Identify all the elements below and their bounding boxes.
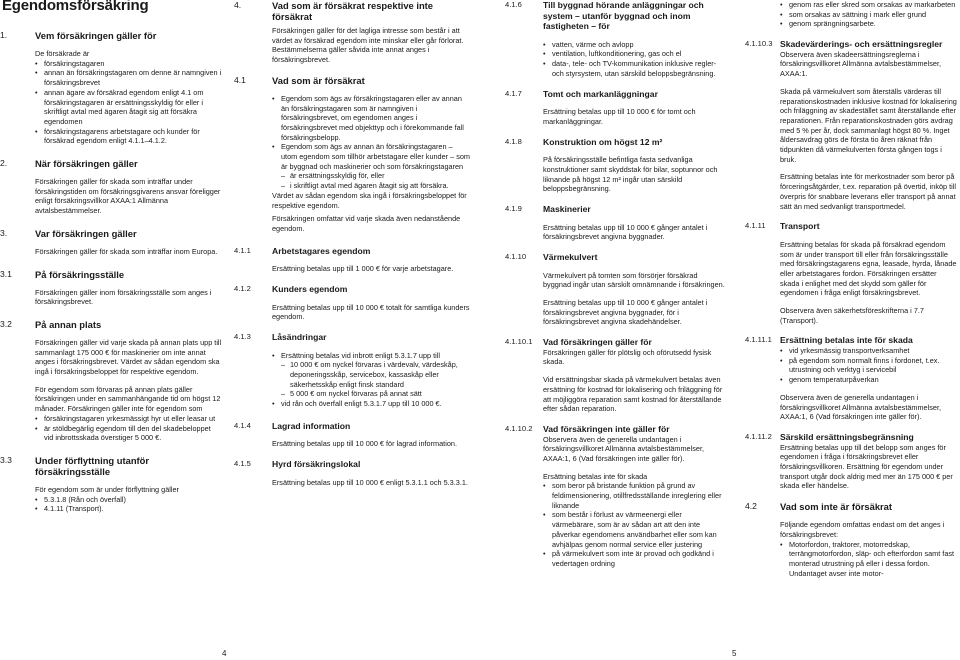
bullet-list — [35, 414, 222, 443]
bullet-list — [35, 495, 222, 514]
section-number: 4.1.10 — [505, 252, 527, 261]
section-4-1-9 — [505, 204, 727, 242]
section-heading: Arbetstagares egendom — [272, 245, 371, 256]
paragraph: De försäkrade är — [35, 49, 90, 58]
section-heading: På försäkringsställe — [35, 268, 125, 280]
column-4 — [745, 0, 957, 578]
section-number: 4.1.8 — [505, 136, 522, 146]
section-number: 1. — [0, 30, 8, 40]
list-item: • Motorfordon, traktorer, motorredskap, terrängmotorfordon, släp- och efterfordon samt fast monterad utrustning på eller i dessa fordon. Undantaget avser inte motor- — [780, 540, 957, 579]
paragraph: Försäkringen gäller för plötslig och oförutsedd fysisk skada. — [543, 347, 712, 367]
list-item: • genom ras eller skred som orsakas av markarbeten — [780, 0, 957, 10]
section-number: 3. — [0, 227, 8, 238]
section-4-1-2 — [234, 284, 470, 322]
section-3-1 — [0, 269, 222, 307]
list-item: • data-, tele- och TV-kommunikation inklusive regler- och styrsystem, utan särskild beloppsbegränsning. — [543, 59, 727, 78]
list-item: • vatten, värme och avlopp — [543, 40, 727, 50]
section-number: 4. — [234, 0, 242, 10]
section-number: 4.1.6 — [505, 0, 522, 9]
section-4 — [234, 0, 470, 65]
paragraph: Ersättning betalas upp till 10 000 € gånger antalet i försäkringsbrevet angivna byggnader. — [543, 222, 708, 242]
paragraph: Försäkringen gäller för skada som inträffar under försäkringstiden om försäkringsgivarens ansvar föreligger enligt försäkringsvillkor AXAA:1 Allmänna avtalsbestämmelser. — [35, 177, 221, 216]
list-item: • är stöldbegärlig egendom till den del skadebeloppet vid inbrottsskada överstiger 5 000 €. — [35, 424, 222, 443]
column-1 — [0, 0, 222, 514]
section-4-1-1 — [234, 246, 470, 274]
section-heading: Maskinerier — [543, 204, 591, 214]
section-heading: På annan plats — [35, 318, 102, 330]
section-4-1-4 — [234, 421, 470, 449]
paragraph: Ersättning betalas inte för merkostnader som beror på förceringsåtgärder, t.ex. reparation på övertid, inköp till överpris för snabbare leverans eller transport på annat sätt än med sedvanligt transportmedel. — [780, 172, 957, 211]
section-number: 4.1.4 — [234, 420, 251, 430]
paragraph: Observera även de generella undantagen i försäkringsvillkoret Allmänna avtalsbestämmelser, AXAA:1, 6 (Vad försäkringen inte gäller för). — [543, 434, 705, 463]
section-number: 4.2 — [745, 501, 757, 512]
section-number: 4.1.10.1 — [505, 337, 533, 347]
paragraph: Försäkringen gäller för det lagliga intresse som består i att värdet av försäkrad egendom inte minskar eller går förlorat. — [272, 26, 464, 45]
list-item: • 4.1.11 (Transport). — [35, 504, 222, 514]
bullet-list — [272, 399, 470, 409]
section-heading: Vad som är försäkrat — [272, 74, 365, 86]
bullet-list — [543, 481, 727, 568]
paragraph: Ersättning betalas för skada på försäkrad egendom som är under transport till eller från försäkringsställe med försäkringstagarens egna, leasade, hyrda, lånade eller arbetstagares fordon. Försäkringen ersätter skada i enlighet med det skydd som gäller för egendomen i fråga enligt försäkringsbrevet. — [780, 239, 957, 298]
paragraph: Ersättning betalas inte för skada — [543, 471, 648, 481]
paragraph: På försäkringsställe befintliga fasta sedvanliga konstruktioner samt skyddstak för bilar, soptunnor och liknande på högst 12 m² ingår utan särskild beloppsbegränsning. — [543, 155, 718, 194]
section-heading: Tomt och markanläggningar — [543, 88, 658, 99]
list-item: • på egendom som normalt finns i fordonet, t.ex. utrustning och verktyg i servicebil — [780, 356, 957, 375]
section-4-1-11-1 — [745, 335, 957, 422]
section-number: 4.1.10.2 — [505, 423, 533, 433]
section-1 — [0, 30, 222, 146]
paragraph: Ersättning betalas upp till 10 000 € totalt för samtliga kunders egendom. — [272, 302, 470, 322]
paragraph: Försäkringen omfattar vid varje skada även nedanstående egendom. — [272, 214, 461, 233]
list-item: • som orsakas av sättning i mark eller grund — [780, 10, 957, 20]
section-number: 3.3 — [0, 454, 12, 465]
bullet-list — [272, 351, 470, 361]
paragraph: Bestämmelserna gäller såvida inte annat anges i försäkringsbrevet. — [272, 45, 430, 65]
paragraph: Ersättning betalas upp till 10 000 € för lagrad information. — [272, 439, 457, 449]
bullet-list — [780, 540, 957, 579]
section-heading: Vad som är försäkrat respektive inte försäkrat — [272, 0, 434, 22]
dash-list — [281, 360, 470, 399]
list-item: • genom temperaturpåverkan — [780, 375, 957, 385]
list-item: – i skriftligt avtal med ägaren åtagit sig att försäkra. — [281, 181, 470, 191]
list-item: • som beror på bristande funktion på grund av feldimensionering, otillfredsställande inreglering eller liknande — [543, 481, 727, 510]
paragraph: Försäkringen gäller inom försäkringsställe som anges i försäkringsbrevet. — [35, 287, 212, 307]
paragraph: Vid ersättningsbar skada på värmekulvert betalas även ersättning för kostnad för lokalisering och friläggning för att möjliggöra reparation samt kostnad för återställande efter sådan reparation. — [543, 375, 723, 414]
section-number: 4.1.2 — [234, 283, 251, 293]
page-title: Egendomsförsäkring — [2, 0, 149, 14]
section-4-1-10-2 — [505, 424, 727, 569]
paragraph: Ersättning betalas upp till 1 000 € för varje arbetstagare. — [272, 264, 454, 274]
paragraph: Ersättning betalas upp till 10 000 € enligt 5.3.1.1 och 5.3.3.1. — [272, 477, 468, 487]
section-heading: Under förflyttning utanför försäkringsställe — [35, 454, 150, 477]
section-heading: Kunders egendom — [272, 283, 348, 294]
paragraph: Försäkringen gäller vid varje skada på annan plats upp till sammanlagt 175 000 € för maskinerier om inte annat anges i försäkringsbrevet. Värdet av sådan egendom ska ingå i försäkringsbeloppet för respektive egendom. — [35, 337, 222, 377]
section-number: 4.1.5 — [234, 459, 251, 469]
section-4-1-5 — [234, 459, 470, 487]
section-heading: Lagrad information — [272, 420, 351, 431]
list-item: • försäkringstagaren — [35, 59, 222, 69]
page-number-left: 4 — [222, 649, 227, 658]
section-heading: Särskild ersättningsbegränsning — [780, 431, 914, 442]
list-item: • annan än försäkringstagaren om denne är namngiven i försäkringsbrevet — [35, 68, 222, 87]
bullet-list — [543, 40, 727, 79]
section-4-1-7 — [505, 89, 727, 127]
section-heading: Vad som inte är försäkrat — [780, 501, 893, 513]
paragraph: För egendom som är under förflyttning gäller — [35, 484, 179, 494]
section-4-1-3 — [234, 332, 470, 409]
paragraph: Observera även säkerhetsföreskrifterna i 7.7 (Transport). — [780, 306, 924, 325]
section-heading: När försäkringen gäller — [35, 158, 138, 170]
section-4-1-11-2 — [745, 432, 957, 491]
bullet-list — [780, 0, 957, 29]
section-heading: Ersättning betalas inte för skada — [780, 335, 913, 346]
section-number: 4.1 — [234, 74, 246, 85]
list-item: • genom sprängningsarbete. — [780, 19, 957, 29]
list-item: – 5 000 € om nyckel förvaras på annat sätt — [281, 389, 470, 399]
section-number: 4.1.11.2 — [745, 431, 772, 441]
section-4-2 — [745, 501, 957, 578]
paragraph: Följande egendom omfattas endast om det anges i försäkringsbrevet: — [780, 520, 945, 539]
section-3-2 — [0, 319, 222, 443]
section-4-1-8 — [505, 137, 727, 194]
section-4-1-10 — [505, 252, 727, 327]
column-2 — [234, 0, 471, 487]
list-item: • Egendom som ägs av försäkringstagaren eller av annan än försäkringstagaren som är namngiven i försäkringsbrevet, om egendomen anges i försäkringsbrevet med objekttyp och i förekommande fall försäkringsbelopp. — [272, 94, 470, 143]
paragraph: Ersättning betalas upp till 10 000 € gånger antalet i försäkringsbrevet angivna byggnader, för i försäkringsbrevet angivna skadehändelser. — [543, 298, 708, 327]
section-heading: Konstruktion om högst 12 m² — [543, 136, 663, 147]
section-2 — [0, 158, 222, 216]
section-4-1-11 — [745, 221, 957, 325]
section-heading: Vad försäkringen inte gäller för — [543, 423, 670, 434]
section-number: 4.1.3 — [234, 331, 251, 341]
section-continued — [745, 0, 957, 29]
paragraph: Värdet av sådan egendom ska ingå i försäkringsbeloppet för respektive egendom. — [272, 190, 467, 210]
bullet-list — [272, 94, 470, 172]
paragraph: Ersättning betalas upp till 10 000 € för tomt och markanläggningar. — [543, 107, 696, 126]
list-item: • vid yrkesmässig transportverksamhet — [780, 346, 957, 356]
section-4-1-10-1 — [505, 337, 727, 414]
paragraph: Skada på värmekulvert som återställs värderas till reparationskostnaden inklusive kostnad för lokalisering och friläggning av skadestället samt återställande efter reparationen. Från reparationskostnaden görs avdrag med 5 % per år, dock sammanlagt högst 80 %. Inget åldersavdrag görs de första tio åren räknat från tidpunkten då värmekulverten första gången togs i bruk. — [780, 86, 957, 164]
bullet-list — [35, 59, 222, 146]
section-number: 4.1.9 — [505, 204, 522, 213]
section-4-1-6 — [505, 0, 727, 79]
section-number: 4.1.11.1 — [745, 335, 772, 345]
section-heading: Låsändringar — [272, 331, 327, 342]
list-item: • ventilation, luftkonditionering, gas och el — [543, 49, 727, 59]
section-number: 4.1.11 — [745, 221, 766, 231]
list-item: – 10 000 € om nyckel förvaras i värdevalv, värdeskåp, deponeringsskåp, servicebox, kassaskåp eller säkerhetsskåp enligt finsk standard — [281, 360, 470, 389]
list-item: • annan ägare av försäkrad egendom enligt 4.1 om försäkringstagaren är ersättningsskyldig för eller i skriftligt avtal med ägaren åtagit sig att försäkra egendomen — [35, 88, 222, 127]
paragraph: Värmekulvert på tomten som försörjer försäkrad byggnad ingår utan särskilt omnämnande i försäkringen. — [543, 270, 725, 290]
list-item: • som består i förlust av värmeenergi eller värmebärare, som är av sådan art att den inte påverkar egendomens användbarhet eller som kan avhjälpas genom normal service eller justering — [543, 510, 727, 549]
paragraph: Försäkringen gäller för skada som inträffar inom Europa. — [35, 246, 218, 256]
section-number: 4.1.7 — [505, 88, 522, 98]
section-number: 4.1.10.3 — [745, 39, 773, 49]
paragraph: Observera även skadeersättningsreglerna i försäkringsvillkoret Allmänna avtalsbestämmelser, AXAA:1. — [780, 49, 942, 79]
section-4-1-10-3 — [745, 39, 957, 211]
section-heading: Transport — [780, 221, 820, 232]
list-item: • på värmekulvert som inte är provad och godkänd i vedertagen ordning — [543, 549, 727, 568]
dash-list — [281, 171, 470, 190]
section-number: 2. — [0, 158, 8, 169]
paragraph: För egendom som förvaras på annan plats gäller försäkringen under en sammanhängande tid om högst 12 månader. Försäkringen gäller inte för egendom som — [35, 384, 221, 414]
section-3 — [0, 228, 222, 257]
list-item: • försäkringstagaren yrkesmässigt hyr ut eller leasar ut — [35, 414, 222, 424]
bullet-list — [780, 346, 957, 385]
section-4-1 — [234, 75, 470, 234]
paragraph: Observera även de generella undantagen i försäkringsvillkoret Allmänna avtalsbestämmelser, AXAA:1, 6 (Vad försäkringen inte gäller för). — [780, 392, 942, 422]
paragraph: Ersättning betalas upp till det belopp som anges för egendomen i fråga i försäkringsbrevet eller försäkringsvillkoren. Ersättning för egendom under transport utgår dock aldrig med mer än 175 000 € per skada eller händelse. — [780, 442, 953, 491]
page-number-right: 5 — [732, 649, 737, 658]
list-item: • vid rån och överfall enligt 5.3.1.7 upp till 10 000 €. — [272, 399, 470, 409]
section-heading: Var försäkringen gäller — [35, 227, 137, 239]
list-item: • försäkringstagarens arbetstagare och kunder för försäkrad egendom enligt 4.1.1–4.1.2. — [35, 127, 222, 146]
list-item: • Egendom som ägs av annan än försäkringstagaren – utom egendom som tillhör arbetstagare eller kunder – som är byggnad och maskinerier och som försäkringstagaren — [272, 142, 470, 171]
section-heading: Hyrd försäkringslokal — [272, 459, 361, 470]
section-heading: Vem försäkringen gäller för — [35, 30, 157, 41]
section-3-3 — [0, 455, 222, 514]
list-item: • 5.3.1.8 (Rån och överfall) — [35, 495, 222, 505]
section-heading: Till byggnad hörande anläggningar och system – utanför byggnad och inom fastigheten – för — [543, 0, 704, 32]
section-heading: Skadevärderings- och ersättningsregler — [780, 39, 943, 50]
section-heading: Vad försäkringen gäller för — [543, 337, 652, 348]
section-number: 3.1 — [0, 268, 12, 279]
column-3 — [505, 0, 727, 568]
section-heading: Värmekulvert — [543, 252, 598, 262]
section-number: 3.2 — [0, 318, 12, 329]
section-number: 4.1.1 — [234, 245, 251, 255]
list-item: – är ersättningsskyldig för, eller — [281, 171, 470, 181]
list-item: • Ersättning betalas vid inbrott enligt 5.3.1.7 upp till — [272, 351, 470, 361]
